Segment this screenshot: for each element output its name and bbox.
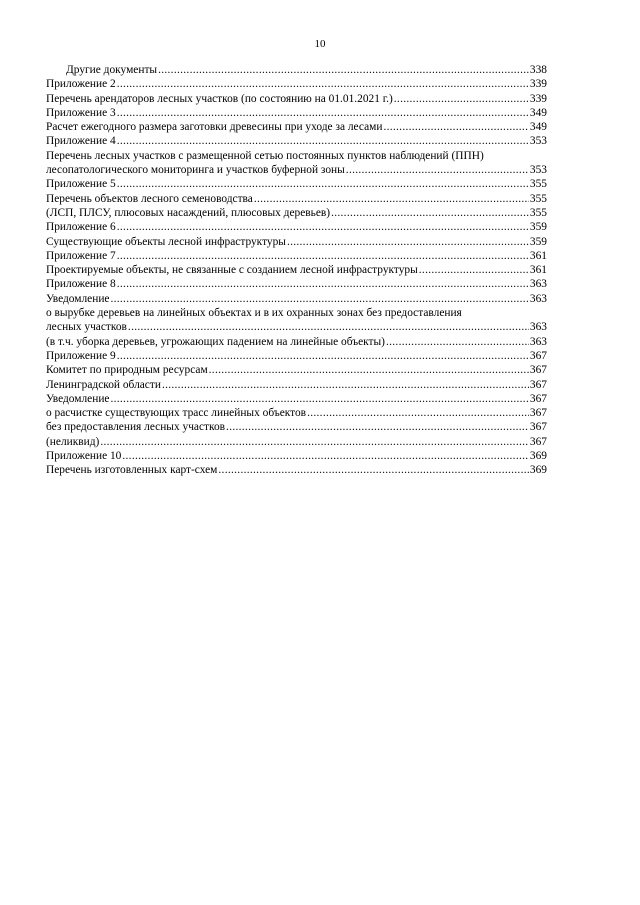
- toc-entry-page: 339: [529, 92, 547, 105]
- dot-leader: [254, 192, 529, 206]
- toc-entry-title: Приложение 5: [46, 178, 116, 191]
- toc-entry-page: 339: [529, 78, 547, 91]
- dot-leader: [117, 134, 529, 148]
- toc-entry-page: 367: [529, 421, 547, 434]
- toc-entry[interactable]: [46, 92, 547, 106]
- toc-entry-title: Комитет по природным ресурсам: [46, 364, 208, 377]
- toc-entry-title: (в т.ч. уборка деревьев, угрожающих падением на линейные объекты): [46, 335, 385, 348]
- dot-leader: [307, 406, 529, 420]
- toc-entry-title: Приложение 9: [46, 349, 116, 362]
- toc-entry[interactable]: [46, 134, 547, 148]
- toc-entry[interactable]: [46, 106, 547, 120]
- dot-leader: [386, 335, 529, 349]
- toc-entry[interactable]: [46, 149, 547, 178]
- toc-entry-title: Приложение 10: [46, 450, 122, 463]
- dot-leader: [117, 77, 529, 91]
- toc-entry-page: 353: [529, 135, 547, 148]
- dot-leader: [128, 320, 529, 334]
- toc-entry-title-line: о вырубке деревьев на линейных объектах и в их охранных зонах без предоставления: [46, 307, 462, 320]
- toc-entry-page: 359: [529, 235, 547, 248]
- toc-entry-title: Расчет ежегодного размера заготовки древесины при уходе за лесами: [46, 121, 383, 134]
- toc-entry[interactable]: [46, 177, 547, 191]
- toc-entry-page: 367: [529, 407, 547, 420]
- toc-entry[interactable]: [46, 192, 547, 206]
- toc-entry[interactable]: [46, 378, 547, 392]
- toc-entry-page: 367: [529, 364, 547, 377]
- toc-entry-page: 361: [529, 264, 547, 277]
- dot-leader: [117, 349, 529, 363]
- toc-entry-page: 367: [529, 349, 547, 362]
- toc-entry[interactable]: [46, 392, 547, 406]
- toc-entry[interactable]: [46, 349, 547, 363]
- toc-entry-title: Приложение 4: [46, 135, 116, 148]
- dot-leader: [287, 235, 529, 249]
- dot-leader: [117, 177, 529, 191]
- toc-entry-page: 363: [529, 278, 547, 291]
- dot-leader: [419, 263, 529, 277]
- dot-leader: [218, 463, 529, 477]
- toc-entry[interactable]: [46, 77, 547, 91]
- toc-entry-title: лесопатологического мониторинга и участков буферной зоны: [46, 164, 345, 177]
- toc-entry-title: Приложение 6: [46, 221, 116, 234]
- toc-entry-title: о расчистке существующих трасс линейных объектов: [46, 407, 307, 420]
- toc-entry-title: без предоставления лесных участков: [46, 421, 226, 434]
- toc-entry-title: лесных участков: [46, 321, 127, 334]
- dot-leader: [117, 106, 529, 120]
- toc-entry[interactable]: [46, 120, 547, 134]
- toc-entry-title: (неликвид): [46, 435, 100, 448]
- toc-entry-title: Перечень арендаторов лесных участков (по состоянию на 01.01.2021 г.): [46, 92, 393, 105]
- toc-entry[interactable]: [46, 235, 547, 249]
- toc-entry-page: 359: [529, 221, 547, 234]
- toc-entry-title: Приложение 3: [46, 106, 116, 119]
- toc-entry-page: 363: [529, 335, 547, 348]
- toc-entry-page: 367: [529, 392, 547, 405]
- toc-entry[interactable]: [46, 335, 547, 349]
- dot-leader: [383, 120, 528, 134]
- toc-entry[interactable]: [46, 306, 547, 335]
- toc-entry-title: Перечень изготовленных карт-схем: [46, 464, 218, 477]
- toc-entry-page: 369: [529, 450, 547, 463]
- toc-entry[interactable]: [46, 206, 547, 220]
- dot-leader: [331, 206, 529, 220]
- dot-leader: [100, 435, 529, 449]
- toc-entry[interactable]: [46, 220, 547, 234]
- toc-entry[interactable]: [46, 420, 547, 434]
- toc-entry-page: 349: [529, 106, 547, 119]
- toc-entry-page: 361: [529, 249, 547, 262]
- dot-leader: [117, 220, 529, 234]
- toc-entry-page: 355: [529, 192, 547, 205]
- toc-entry-title: Уведомление: [46, 292, 110, 305]
- toc-entry[interactable]: [46, 406, 547, 420]
- toc-entry[interactable]: [46, 435, 547, 449]
- toc-entry-page: 355: [529, 206, 547, 219]
- toc-entry-page: 363: [529, 321, 547, 334]
- toc-entry-title-line: Перечень лесных участков с размещенной сетью постоянных пунктов наблюдений (ППН): [46, 149, 484, 162]
- dot-leader: [122, 449, 529, 463]
- dot-leader: [162, 378, 529, 392]
- toc-entry[interactable]: [46, 292, 547, 306]
- toc-entry[interactable]: [46, 263, 547, 277]
- toc-entry-title: Приложение 2: [46, 78, 116, 91]
- dot-leader: [394, 92, 529, 106]
- dot-leader: [346, 163, 529, 177]
- dot-leader: [110, 292, 528, 306]
- toc-entry[interactable]: [46, 463, 547, 477]
- toc-entry[interactable]: [46, 449, 547, 463]
- dot-leader: [209, 363, 529, 377]
- toc-entry-title: Другие документы: [66, 64, 158, 76]
- toc-entry-page: 367: [529, 378, 547, 391]
- toc-entry[interactable]: [46, 363, 547, 377]
- table-of-contents: [46, 63, 547, 478]
- toc-entry[interactable]: [46, 63, 547, 77]
- toc-entry-title: (ЛСП, ПЛСУ, плюсовых насаждений, плюсовых деревьев): [46, 206, 331, 219]
- toc-entry-title: Проектируемые объекты, не связанные с созданием лесной инфраструктуры: [46, 264, 418, 277]
- toc-entry-page: 349: [529, 121, 547, 134]
- dot-leader: [117, 249, 529, 263]
- toc-entry-page: 355: [529, 178, 547, 191]
- toc-entry-title: Приложение 7: [46, 249, 116, 262]
- toc-entry-page: 338: [529, 64, 547, 76]
- toc-entry-page: 353: [529, 164, 547, 177]
- toc-entry-title: Ленинградской области: [46, 378, 161, 391]
- toc-entry[interactable]: [46, 249, 547, 263]
- toc-entry-title: Перечень объектов лесного семеноводства: [46, 192, 253, 205]
- toc-entry-page: 363: [529, 292, 547, 305]
- toc-entry-title: Приложение 8: [46, 278, 116, 291]
- dot-leader: [110, 392, 528, 406]
- toc-entry[interactable]: [46, 277, 547, 291]
- dot-leader: [158, 63, 529, 77]
- toc-entry-title: Уведомление: [46, 392, 110, 405]
- toc-entry-title: Существующие объекты лесной инфраструктуры: [46, 235, 286, 248]
- toc-entry-page: 367: [529, 435, 547, 448]
- dot-leader: [117, 277, 529, 291]
- toc-entry-page: 369: [529, 464, 547, 477]
- dot-leader: [226, 420, 529, 434]
- page-number: 10: [314, 38, 326, 50]
